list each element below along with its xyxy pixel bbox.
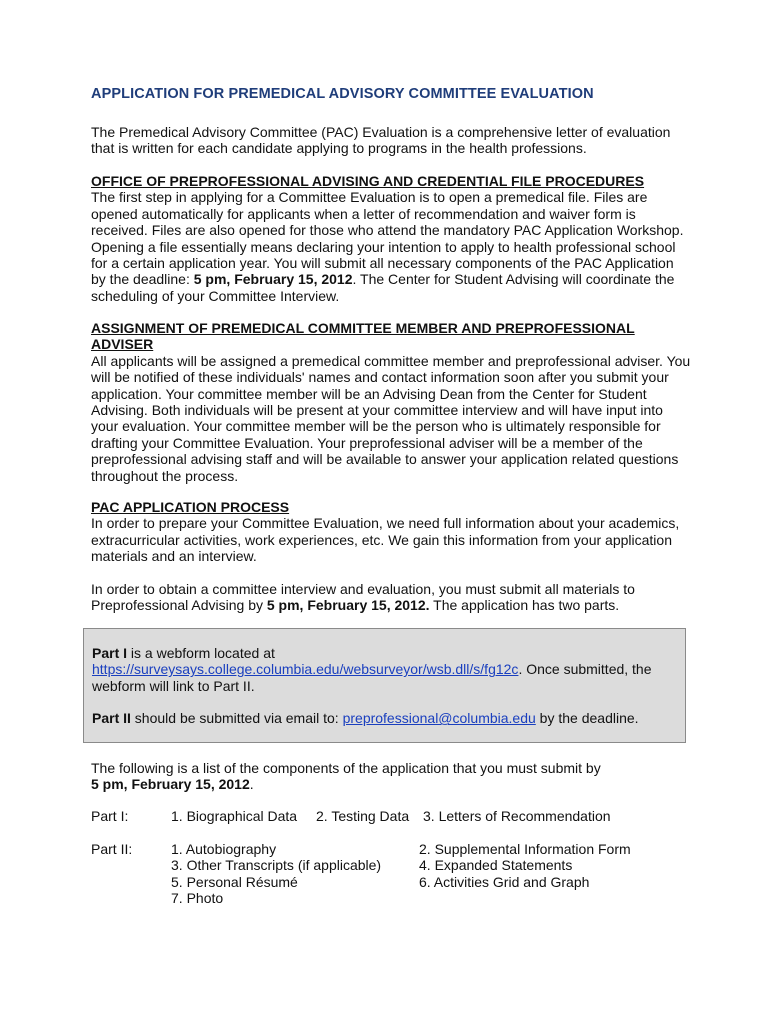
part1-label: Part I: [91,808,129,824]
box-part2-text: should be submitted via email to: [130,710,343,727]
email-link[interactable]: preprofessional@columbia.edu [342,710,536,727]
assignment-paragraph: All applicants will be assigned a premedical committee member and preprofessional adviser. You will be notified of these individuals' names and contact information soon after you submit your application. Your committee member will be an Advising Dean from the Center for Student Advising. Both individuals will be present at your committee interview and will have input into your evaluation. Your committee member will be the person who is ultimately responsible for drafting your Committee Evaluation. Your preprofessional adviser will be a member of the preprofessional advising staff and will be available to answer your application related questions throughout the process. [91,352,691,484]
box-part2-label: Part II [92,710,131,727]
list-intro-text: The following is a list of the components of the application that you must submit by [91,760,601,776]
office-deadline: 5 pm, February 15, 2012 [193,271,353,288]
office-paragraph [91,189,691,304]
office-text-a: The first step in applying for a Committee Evaluation is to open a premedical file. Files are opened automatically for applicants when a letter of recommendation and waiver form is received. Files are also opened for those who attend the mandatory PAC Application Workshop. Opening a file essentially means declaring your intention to apply to health professional school for a certain application year. You will submit all necessary components of the PAC Application by the deadline: [91,189,684,288]
box-part1-label: Part I [92,645,128,661]
part2-item-3: 3. Other Transcripts (if applicable) [171,857,382,873]
page-title: APPLICATION FOR PREMEDICAL ADVISORY COMMITTEE EVALUATION [91,86,594,102]
instructions-box [83,628,686,743]
part2-item-5: 5. Personal Résumé [171,874,298,890]
part1-item-1: 1. Biographical Data [171,808,298,824]
part2-item-7: 7. Photo [171,890,224,906]
part2-item-6: 6. Activities Grid and Graph [419,874,590,890]
intro-paragraph: The Premedical Advisory Committee (PAC) Evaluation is a comprehensive letter of evaluation that is written for each candidate applying to programs in the health professions. [91,124,671,157]
part2-label: Part II: [91,841,133,857]
list-intro-paragraph [91,760,691,793]
process-section [91,499,691,565]
list-deadline: 5 pm, February 15, 2012 [91,776,250,793]
process-paragraph: In order to prepare your Committee Evaluation, we need full information about your academics, extracurricular activities, work experiences, etc. We gain this information from your application materials and an interview. [91,515,680,565]
office-section [91,173,691,304]
box-part1-after: . Once submitted, the webform will link to Part II. [92,661,652,694]
part2-item-4: 4. Expanded Statements [419,857,573,873]
part2-item-2: 2. Supplemental Information Form [419,841,631,857]
obtain-text-a: In order to obtain a committee interview and evaluation, you must submit all materials to Preprofessional Advising by [91,581,635,614]
obtain-text-b: The application has two parts. [429,597,620,614]
part2-instructions [92,710,672,726]
webform-link[interactable]: https://surveysays.college.columbia.edu/websurveyor/wsb.dll/s/fg12c [92,661,519,678]
part1-item-3: 3. Letters of Recommendation [423,808,611,824]
process-heading: PAC APPLICATION PROCESS [91,499,290,515]
part1-item-2: 2. Testing Data [316,808,410,824]
obtain-deadline: 5 pm, February 15, 2012. [266,597,430,614]
part2-item-1: 1. Autobiography [171,841,277,857]
instructions-box-content [92,645,672,727]
office-heading: OFFICE OF PREPROFESSIONAL ADVISING AND CREDENTIAL FILE PROCEDURES [91,173,645,189]
list-deadline-period: . [249,776,254,793]
obtain-paragraph [91,581,691,614]
assignment-section [91,320,691,484]
box-part1-text: is a webform located at [127,645,275,661]
part1-link-line [92,661,672,694]
box-part2-after: by the deadline. [535,710,639,727]
office-text-b: . The Center for Student Advising will coordinate the scheduling of your Committee Interview. [91,271,675,304]
part1-instructions [92,645,672,661]
assignment-heading: ASSIGNMENT OF PREMEDICAL COMMITTEE MEMBER AND PREPROFESSIONAL ADVISER [91,320,635,353]
